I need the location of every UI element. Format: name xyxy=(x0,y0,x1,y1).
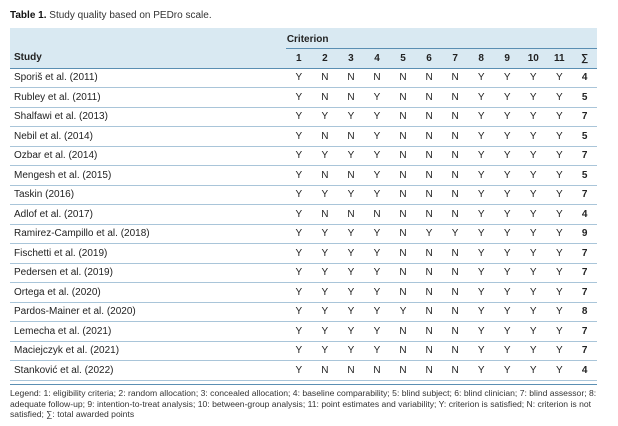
criterion-6-cell: N xyxy=(416,185,442,205)
criterion-header-8: 8 xyxy=(468,48,494,68)
criterion-11-cell: Y xyxy=(546,302,572,322)
header-blank-cell xyxy=(10,28,286,48)
criterion-8-cell: Y xyxy=(468,88,494,108)
criterion-10-cell: Y xyxy=(520,205,546,225)
criterion-9-cell: Y xyxy=(494,146,520,166)
criterion-7-cell: N xyxy=(442,283,468,303)
criterion-5-cell: N xyxy=(390,341,416,361)
study-name-cell: Ortega et al. (2020) xyxy=(10,283,286,303)
table-row xyxy=(10,68,597,88)
total-score-cell: 5 xyxy=(572,127,597,147)
criterion-3-cell: N xyxy=(338,68,364,88)
criterion-1-cell: Y xyxy=(286,185,312,205)
criterion-6-cell: N xyxy=(416,341,442,361)
table-row xyxy=(10,224,597,244)
criterion-9-cell: Y xyxy=(494,322,520,342)
criterion-8-cell: Y xyxy=(468,68,494,88)
criterion-10-cell: Y xyxy=(520,361,546,381)
criterion-1-cell: Y xyxy=(286,341,312,361)
criterion-9-cell: Y xyxy=(494,68,520,88)
criterion-5-cell: N xyxy=(390,224,416,244)
criterion-10-cell: Y xyxy=(520,263,546,283)
table-row xyxy=(10,107,597,127)
criterion-8-cell: Y xyxy=(468,283,494,303)
criterion-6-cell: N xyxy=(416,263,442,283)
criterion-header-9: 9 xyxy=(494,48,520,68)
criterion-1-cell: Y xyxy=(286,146,312,166)
criterion-header-5: 5 xyxy=(390,48,416,68)
criterion-8-cell: Y xyxy=(468,322,494,342)
criterion-header-10: 10 xyxy=(520,48,546,68)
criterion-4-cell: Y xyxy=(364,283,390,303)
criterion-2-cell: Y xyxy=(312,185,338,205)
study-name-cell: Ozbar et al. (2014) xyxy=(10,146,286,166)
criterion-4-cell: Y xyxy=(364,146,390,166)
criterion-9-cell: Y xyxy=(494,341,520,361)
study-name-cell: Mengesh et al. (2015) xyxy=(10,166,286,186)
total-score-cell: 7 xyxy=(572,185,597,205)
criterion-7-cell: N xyxy=(442,263,468,283)
total-score-cell: 4 xyxy=(572,68,597,88)
criterion-3-cell: Y xyxy=(338,107,364,127)
criterion-7-cell: N xyxy=(442,88,468,108)
total-score-cell: 4 xyxy=(572,205,597,225)
criterion-4-cell: Y xyxy=(364,341,390,361)
study-name-cell: Ramirez-Campillo et al. (2018) xyxy=(10,224,286,244)
criterion-4-cell: Y xyxy=(364,322,390,342)
total-score-cell: 7 xyxy=(572,107,597,127)
criterion-10-cell: Y xyxy=(520,127,546,147)
criterion-header-6: 6 xyxy=(416,48,442,68)
criterion-2-cell: N xyxy=(312,127,338,147)
table-row xyxy=(10,263,597,283)
study-name-cell: Adlof et al. (2017) xyxy=(10,205,286,225)
criterion-8-cell: Y xyxy=(468,185,494,205)
table-row xyxy=(10,185,597,205)
criterion-8-cell: Y xyxy=(468,166,494,186)
criterion-1-cell: Y xyxy=(286,322,312,342)
table-legend: Legend: 1: eligibility criteria; 2: random allocation; 3: concealed allocation; 4: baseline comparability; 5: blind subject; 6: blind clinician; 7: blind assessor; 8: adequate follow-up; 9: intention-to-treat analysis; 10: between-group analysis; 11: point estimates and variability; Y: criterion is satisfied; N: criterion is not satisfied; ∑: total awarded points xyxy=(10,384,597,420)
criterion-11-cell: Y xyxy=(546,263,572,283)
total-score-cell: 5 xyxy=(572,88,597,108)
criterion-2-cell: Y xyxy=(312,341,338,361)
criterion-1-cell: Y xyxy=(286,361,312,381)
criterion-8-cell: Y xyxy=(468,341,494,361)
criterion-9-cell: Y xyxy=(494,244,520,264)
criterion-11-cell: Y xyxy=(546,244,572,264)
criterion-3-cell: Y xyxy=(338,224,364,244)
study-name-cell: Shalfawi et al. (2013) xyxy=(10,107,286,127)
total-score-cell: 7 xyxy=(572,341,597,361)
criterion-11-cell: Y xyxy=(546,88,572,108)
criterion-3-cell: N xyxy=(338,127,364,147)
criterion-7-cell: N xyxy=(442,127,468,147)
criterion-2-cell: Y xyxy=(312,224,338,244)
criterion-7-cell: N xyxy=(442,361,468,381)
criterion-6-cell: N xyxy=(416,107,442,127)
criterion-7-cell: N xyxy=(442,341,468,361)
criterion-3-cell: Y xyxy=(338,185,364,205)
criterion-5-cell: N xyxy=(390,68,416,88)
criterion-4-cell: N xyxy=(364,68,390,88)
criterion-7-cell: N xyxy=(442,244,468,264)
criterion-5-cell: N xyxy=(390,166,416,186)
criterion-5-cell: N xyxy=(390,205,416,225)
criterion-2-cell: Y xyxy=(312,146,338,166)
criterion-5-cell: N xyxy=(390,361,416,381)
criterion-8-cell: Y xyxy=(468,205,494,225)
criterion-3-cell: Y xyxy=(338,322,364,342)
table-row xyxy=(10,127,597,147)
criterion-4-cell: Y xyxy=(364,127,390,147)
criterion-5-cell: N xyxy=(390,263,416,283)
criterion-10-cell: Y xyxy=(520,224,546,244)
criterion-7-cell: N xyxy=(442,107,468,127)
criterion-9-cell: Y xyxy=(494,302,520,322)
criterion-5-cell: N xyxy=(390,322,416,342)
criterion-2-cell: Y xyxy=(312,107,338,127)
criterion-8-cell: Y xyxy=(468,361,494,381)
caption-label: Table 1. xyxy=(10,10,47,21)
criterion-11-cell: Y xyxy=(546,283,572,303)
total-score-cell: 4 xyxy=(572,361,597,381)
criterion-header-7: 7 xyxy=(442,48,468,68)
criterion-header-1: 1 xyxy=(286,48,312,68)
header-row xyxy=(10,48,597,68)
criterion-9-cell: Y xyxy=(494,127,520,147)
criterion-7-cell: N xyxy=(442,68,468,88)
criterion-3-cell: Y xyxy=(338,146,364,166)
total-score-cell: 7 xyxy=(572,263,597,283)
criterion-11-cell: Y xyxy=(546,107,572,127)
criterion-2-cell: Y xyxy=(312,263,338,283)
criterion-4-cell: Y xyxy=(364,263,390,283)
criterion-11-cell: Y xyxy=(546,166,572,186)
study-column-header: Study xyxy=(10,48,286,68)
sum-column-header: ∑ xyxy=(572,48,597,68)
criterion-1-cell: Y xyxy=(286,166,312,186)
criterion-7-cell: N xyxy=(442,322,468,342)
criterion-4-cell: Y xyxy=(364,224,390,244)
criterion-5-cell: N xyxy=(390,146,416,166)
table-row xyxy=(10,341,597,361)
criterion-10-cell: Y xyxy=(520,88,546,108)
criterion-3-cell: Y xyxy=(338,244,364,264)
criterion-3-cell: N xyxy=(338,166,364,186)
criterion-9-cell: Y xyxy=(494,107,520,127)
criterion-5-cell: N xyxy=(390,185,416,205)
criterion-8-cell: Y xyxy=(468,244,494,264)
criterion-1-cell: Y xyxy=(286,205,312,225)
criterion-3-cell: Y xyxy=(338,283,364,303)
criterion-8-cell: Y xyxy=(468,127,494,147)
study-name-cell: Stanković et al. (2022) xyxy=(10,361,286,381)
criterion-11-cell: Y xyxy=(546,68,572,88)
criterion-6-cell: N xyxy=(416,361,442,381)
criterion-10-cell: Y xyxy=(520,341,546,361)
total-score-cell: 8 xyxy=(572,302,597,322)
total-score-cell: 5 xyxy=(572,166,597,186)
criterion-group-header: Criterion xyxy=(286,28,597,48)
criterion-1-cell: Y xyxy=(286,68,312,88)
criterion-9-cell: Y xyxy=(494,263,520,283)
total-score-cell: 7 xyxy=(572,146,597,166)
criterion-9-cell: Y xyxy=(494,185,520,205)
criterion-6-cell: N xyxy=(416,68,442,88)
study-name-cell: Lemecha et al. (2021) xyxy=(10,322,286,342)
criterion-9-cell: Y xyxy=(494,224,520,244)
criterion-10-cell: Y xyxy=(520,185,546,205)
criterion-6-cell: N xyxy=(416,205,442,225)
criterion-6-cell: N xyxy=(416,88,442,108)
criterion-2-cell: N xyxy=(312,361,338,381)
criterion-11-cell: Y xyxy=(546,205,572,225)
criterion-4-cell: Y xyxy=(364,107,390,127)
criterion-7-cell: N xyxy=(442,146,468,166)
criterion-8-cell: Y xyxy=(468,146,494,166)
criterion-10-cell: Y xyxy=(520,166,546,186)
criterion-1-cell: Y xyxy=(286,88,312,108)
criterion-10-cell: Y xyxy=(520,146,546,166)
criterion-6-cell: N xyxy=(416,322,442,342)
criterion-6-cell: N xyxy=(416,127,442,147)
table-row xyxy=(10,283,597,303)
criterion-5-cell: N xyxy=(390,244,416,264)
criterion-1-cell: Y xyxy=(286,263,312,283)
caption-text: Study quality based on PEDro scale. xyxy=(49,10,212,21)
criterion-6-cell: N xyxy=(416,283,442,303)
criterion-2-cell: Y xyxy=(312,283,338,303)
criterion-4-cell: N xyxy=(364,205,390,225)
criterion-8-cell: Y xyxy=(468,224,494,244)
total-score-cell: 7 xyxy=(572,244,597,264)
criterion-1-cell: Y xyxy=(286,224,312,244)
criterion-10-cell: Y xyxy=(520,283,546,303)
pedro-quality-table xyxy=(10,28,597,381)
criterion-4-cell: Y xyxy=(364,244,390,264)
criterion-4-cell: Y xyxy=(364,185,390,205)
criterion-6-cell: N xyxy=(416,302,442,322)
study-name-cell: Maciejczyk et al. (2021) xyxy=(10,341,286,361)
criterion-4-cell: Y xyxy=(364,302,390,322)
criterion-4-cell: Y xyxy=(364,88,390,108)
criterion-header-2: 2 xyxy=(312,48,338,68)
criterion-10-cell: Y xyxy=(520,107,546,127)
criterion-2-cell: N xyxy=(312,166,338,186)
criterion-3-cell: N xyxy=(338,205,364,225)
criterion-4-cell: Y xyxy=(364,166,390,186)
criterion-3-cell: N xyxy=(338,88,364,108)
table-row xyxy=(10,302,597,322)
criterion-2-cell: N xyxy=(312,68,338,88)
criterion-5-cell: N xyxy=(390,283,416,303)
criterion-1-cell: Y xyxy=(286,283,312,303)
criterion-2-cell: Y xyxy=(312,302,338,322)
criterion-7-cell: N xyxy=(442,302,468,322)
total-score-cell: 9 xyxy=(572,224,597,244)
table-row xyxy=(10,205,597,225)
criterion-4-cell: N xyxy=(364,361,390,381)
criterion-6-cell: N xyxy=(416,166,442,186)
criterion-11-cell: Y xyxy=(546,361,572,381)
criterion-2-cell: N xyxy=(312,88,338,108)
criterion-3-cell: N xyxy=(338,361,364,381)
total-score-cell: 7 xyxy=(572,283,597,303)
table-row xyxy=(10,166,597,186)
criterion-9-cell: Y xyxy=(494,166,520,186)
criterion-10-cell: Y xyxy=(520,302,546,322)
header-group-row xyxy=(10,28,597,48)
criterion-8-cell: Y xyxy=(468,107,494,127)
criterion-11-cell: Y xyxy=(546,224,572,244)
table-row xyxy=(10,322,597,342)
table-row xyxy=(10,244,597,264)
criterion-5-cell: N xyxy=(390,107,416,127)
criterion-8-cell: Y xyxy=(468,263,494,283)
criterion-1-cell: Y xyxy=(286,244,312,264)
criterion-7-cell: N xyxy=(442,205,468,225)
criterion-2-cell: Y xyxy=(312,322,338,342)
criterion-9-cell: Y xyxy=(494,361,520,381)
criterion-5-cell: N xyxy=(390,127,416,147)
criterion-10-cell: Y xyxy=(520,244,546,264)
criterion-1-cell: Y xyxy=(286,107,312,127)
criterion-header-4: 4 xyxy=(364,48,390,68)
pedro-table-container xyxy=(10,28,597,381)
criterion-3-cell: Y xyxy=(338,302,364,322)
criterion-1-cell: Y xyxy=(286,302,312,322)
study-name-cell: Fischetti et al. (2019) xyxy=(10,244,286,264)
total-score-cell: 7 xyxy=(572,322,597,342)
criterion-1-cell: Y xyxy=(286,127,312,147)
table-row xyxy=(10,88,597,108)
criterion-5-cell: Y xyxy=(390,302,416,322)
criterion-11-cell: Y xyxy=(546,341,572,361)
criterion-8-cell: Y xyxy=(468,302,494,322)
criterion-11-cell: Y xyxy=(546,185,572,205)
table-body xyxy=(10,68,597,380)
criterion-11-cell: Y xyxy=(546,322,572,342)
criterion-6-cell: N xyxy=(416,146,442,166)
criterion-10-cell: Y xyxy=(520,68,546,88)
criterion-7-cell: Y xyxy=(442,224,468,244)
criterion-3-cell: Y xyxy=(338,263,364,283)
study-name-cell: Nebil et al. (2014) xyxy=(10,127,286,147)
table-row xyxy=(10,361,597,381)
criterion-7-cell: N xyxy=(442,166,468,186)
criterion-5-cell: N xyxy=(390,88,416,108)
criterion-header-11: 11 xyxy=(546,48,572,68)
criterion-3-cell: Y xyxy=(338,341,364,361)
criterion-2-cell: Y xyxy=(312,244,338,264)
table-row xyxy=(10,146,597,166)
study-name-cell: Pedersen et al. (2019) xyxy=(10,263,286,283)
criterion-header-3: 3 xyxy=(338,48,364,68)
criterion-9-cell: Y xyxy=(494,88,520,108)
criterion-11-cell: Y xyxy=(546,127,572,147)
criterion-7-cell: N xyxy=(442,185,468,205)
criterion-2-cell: N xyxy=(312,205,338,225)
criterion-9-cell: Y xyxy=(494,283,520,303)
criterion-6-cell: Y xyxy=(416,224,442,244)
criterion-6-cell: N xyxy=(416,244,442,264)
criterion-10-cell: Y xyxy=(520,322,546,342)
criterion-11-cell: Y xyxy=(546,146,572,166)
study-name-cell: Taskin (2016) xyxy=(10,185,286,205)
study-name-cell: Sporiš et al. (2011) xyxy=(10,68,286,88)
study-name-cell: Pardos-Mainer et al. (2020) xyxy=(10,302,286,322)
study-name-cell: Rubley et al. (2011) xyxy=(10,88,286,108)
criterion-9-cell: Y xyxy=(494,205,520,225)
table-caption xyxy=(10,10,212,21)
